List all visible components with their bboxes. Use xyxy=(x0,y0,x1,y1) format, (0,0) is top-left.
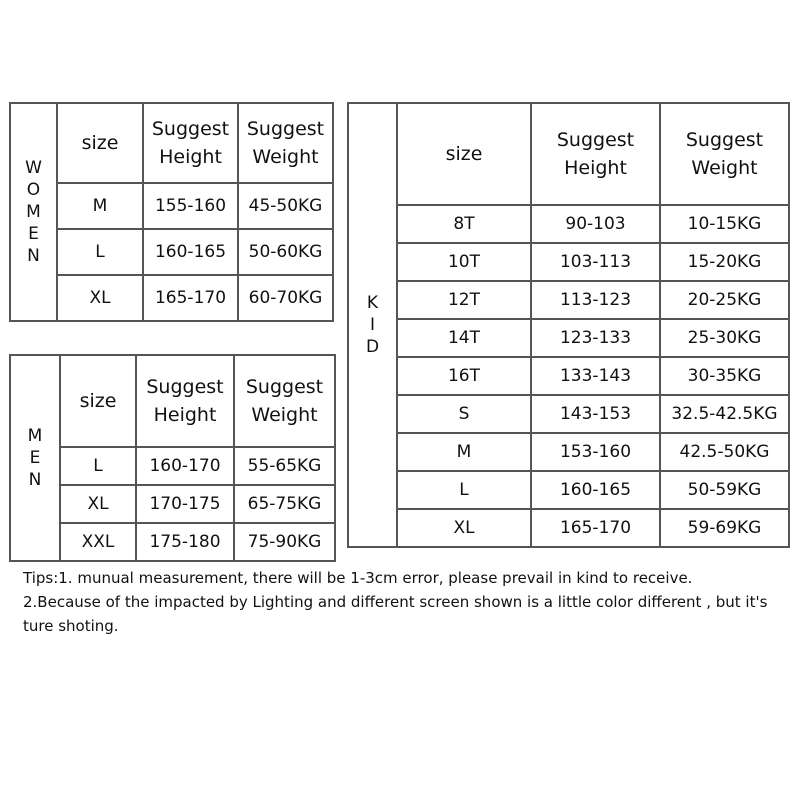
men-label-letter: N xyxy=(28,470,42,491)
kid-size-cell: L xyxy=(397,471,531,509)
kid-height-cell: 123-133 xyxy=(531,319,660,357)
women-header-size: size xyxy=(57,103,143,183)
kid-size-table xyxy=(347,102,790,548)
kid-size-cell: S xyxy=(397,395,531,433)
kid-weight-cell: 30-35KG xyxy=(660,357,789,395)
women-label xyxy=(10,103,57,321)
kid-height-cell: 133-143 xyxy=(531,357,660,395)
women-height-cell: 155-160 xyxy=(143,183,238,229)
women-label-letter: W xyxy=(25,157,42,178)
women-label-letter: M xyxy=(26,201,41,222)
kid-height-cell: 165-170 xyxy=(531,509,660,547)
kid-weight-cell: 25-30KG xyxy=(660,319,789,357)
men-header-size: size xyxy=(60,355,136,447)
kid-weight-cell: 42.5-50KG xyxy=(660,433,789,471)
men-size-cell: L xyxy=(60,447,136,485)
table-row xyxy=(348,471,789,509)
table-row xyxy=(348,395,789,433)
table-row xyxy=(10,229,333,275)
kid-size-cell: 16T xyxy=(397,357,531,395)
table-row xyxy=(348,433,789,471)
kid-weight-cell: 20-25KG xyxy=(660,281,789,319)
kid-height-cell: 90-103 xyxy=(531,205,660,243)
men-height-cell: 170-175 xyxy=(136,485,234,523)
women-height-cell: 165-170 xyxy=(143,275,238,321)
women-label-letter: E xyxy=(28,224,39,245)
kid-weight-cell: 32.5-42.5KG xyxy=(660,395,789,433)
kid-height-cell: 113-123 xyxy=(531,281,660,319)
tips-note xyxy=(23,566,783,638)
kid-label-letter: K xyxy=(366,292,379,313)
men-size-cell: XXL xyxy=(60,523,136,561)
table-row xyxy=(348,509,789,547)
kid-label-letter: I xyxy=(369,314,375,335)
women-label-letter: O xyxy=(26,179,41,200)
kid-size-cell: M xyxy=(397,433,531,471)
women-header-weight: Suggest Weight xyxy=(238,103,333,183)
women-header-height: Suggest Height xyxy=(143,103,238,183)
women-size-table xyxy=(9,102,334,322)
kid-height-cell: 143-153 xyxy=(531,395,660,433)
kid-height-cell: 103-113 xyxy=(531,243,660,281)
women-weight-cell: 45-50KG xyxy=(238,183,333,229)
women-size-cell: XL xyxy=(57,275,143,321)
men-label-letter: E xyxy=(29,447,41,468)
women-weight-cell: 60-70KG xyxy=(238,275,333,321)
men-height-cell: 175-180 xyxy=(136,523,234,561)
kid-label-letter: D xyxy=(365,337,380,358)
women-weight-cell: 50-60KG xyxy=(238,229,333,275)
men-weight-cell: 55-65KG xyxy=(234,447,335,485)
men-size-cell: XL xyxy=(60,485,136,523)
table-row xyxy=(10,275,333,321)
men-weight-cell: 75-90KG xyxy=(234,523,335,561)
men-weight-cell: 65-75KG xyxy=(234,485,335,523)
kid-size-cell: XL xyxy=(397,509,531,547)
men-header-height: Suggest Height xyxy=(136,355,234,447)
men-label-letter: M xyxy=(27,425,43,446)
table-row xyxy=(348,205,789,243)
women-height-cell: 160-165 xyxy=(143,229,238,275)
kid-weight-cell: 15-20KG xyxy=(660,243,789,281)
tips-line-2: 2.Because of the impacted by Lighting and different screen shown is a little color different , but it's ture shoting. xyxy=(23,593,768,635)
men-size-table xyxy=(9,354,336,562)
kid-weight-cell: 59-69KG xyxy=(660,509,789,547)
table-row xyxy=(348,243,789,281)
men-label xyxy=(10,355,60,561)
kid-size-cell: 10T xyxy=(397,243,531,281)
women-size-cell: L xyxy=(57,229,143,275)
kid-weight-cell: 50-59KG xyxy=(660,471,789,509)
men-height-cell: 160-170 xyxy=(136,447,234,485)
men-header-weight: Suggest Weight xyxy=(234,355,335,447)
kid-height-cell: 160-165 xyxy=(531,471,660,509)
kid-size-cell: 8T xyxy=(397,205,531,243)
kid-size-cell: 12T xyxy=(397,281,531,319)
table-row xyxy=(348,319,789,357)
table-row xyxy=(348,281,789,319)
women-label-letter: N xyxy=(27,246,40,267)
kid-header-weight: Suggest Weight xyxy=(660,103,789,205)
table-row xyxy=(348,357,789,395)
kid-header-height: Suggest Height xyxy=(531,103,660,205)
kid-size-cell: 14T xyxy=(397,319,531,357)
kid-label xyxy=(348,103,397,547)
tips-line-1: Tips:1. munual measurement, there will be 1-3cm error, please prevail in kind to receive. xyxy=(23,569,693,587)
kid-height-cell: 153-160 xyxy=(531,433,660,471)
kid-weight-cell: 10-15KG xyxy=(660,205,789,243)
women-size-cell: M xyxy=(57,183,143,229)
table-row xyxy=(10,183,333,229)
kid-header-size: size xyxy=(397,103,531,205)
